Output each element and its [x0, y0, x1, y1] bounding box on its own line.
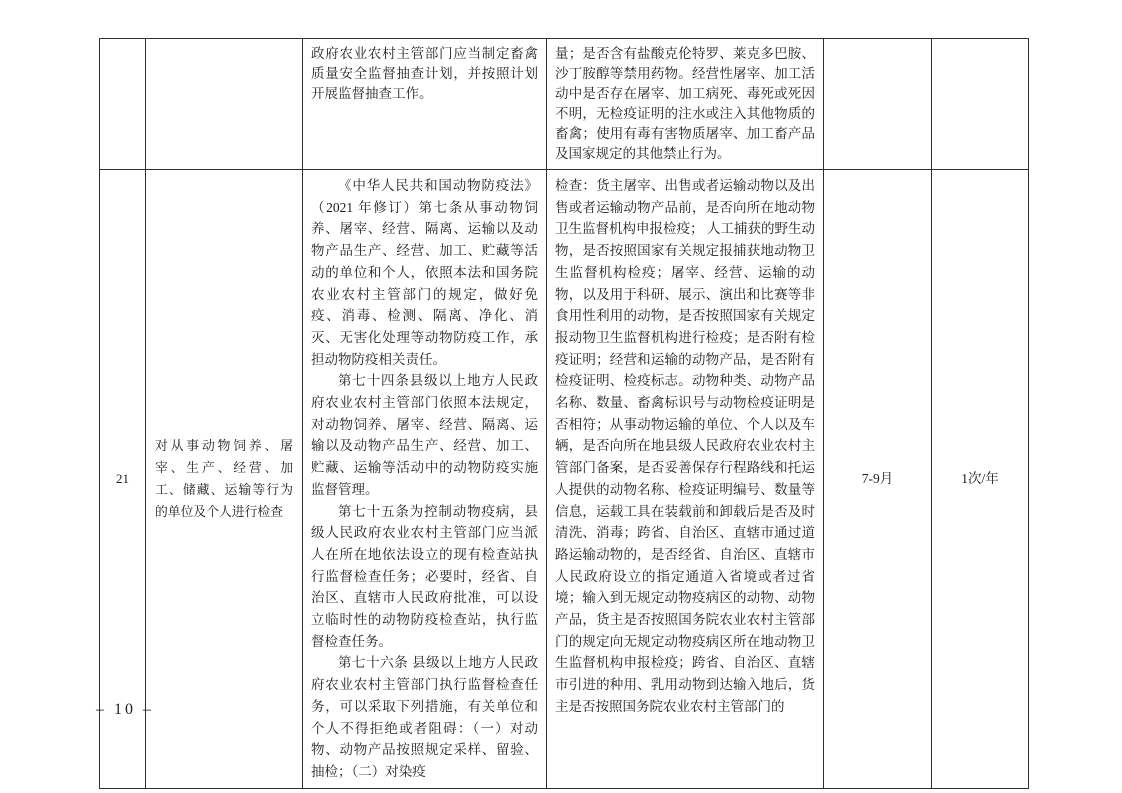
cell-legal-basis-21	[303, 170, 547, 789]
legal-basis-paragraph-3: 第七十五条为控制动物疫病，县级人民政府农业农村主管部门应当派人在所在地依法设立的现有检查站执行监督检查任务；必要时，经省、自治区、直辖市人民政府批准，可以设立临时性的动物防疫检查站，执行监督检查任务。	[311, 503, 538, 649]
table-row-item-21	[100, 170, 1029, 789]
cell-time-carryover	[824, 39, 932, 170]
inspection-content-carryover-text: 量；是否含有盐酸克伦特罗、莱克多巴胺、沙丁胺醇等禁用药物。经营性屠宰、加工活动中是否存在屠宰、加工病死、毒死或死因不明，无检疫证明的注水或注入其他物质的畜禽；使用有毒有害物质屠宰、加工畜产品及国家规定的其他禁止行为。	[555, 46, 815, 161]
cell-inspection-content-21	[547, 170, 824, 789]
cell-legal-basis-carryover	[303, 39, 547, 170]
page-number: – 10 –	[96, 701, 154, 718]
cell-inspection-content-carryover	[547, 39, 824, 170]
cell-frequency-carryover	[932, 39, 1029, 170]
legal-basis-carryover-text: 政府农业农村主管部门应当制定畜禽质量安全监督抽查计划，并按照计划开展监督抽查工作。	[311, 46, 538, 101]
inspection-items-table	[99, 38, 1029, 789]
cell-seq-21: 21	[100, 170, 146, 789]
cell-target-carryover	[146, 39, 303, 170]
table-row-carryover	[100, 39, 1029, 170]
cell-frequency-21: 1次/年	[932, 170, 1029, 789]
cell-seq-carryover	[100, 39, 146, 170]
legal-basis-paragraph-2: 第七十四条县级以上地方人民政府农业农村主管部门依照本法规定，对动物饲养、屠宰、经营、隔离、运输以及动物产品生产、经营、加工、贮藏、运输等活动中的动物防疫实施监督管理。	[311, 373, 538, 497]
cell-target-21: 对从事动物饲养、屠宰、生产、经营、加工、储藏、运输等行为的单位及个人进行检查	[146, 170, 303, 789]
legal-basis-paragraph-1: 《中华人民共和国动物防疫法》（2021 年修订）第七条从事动物饲养、屠宰、经营、隔离、运输以及动物产品生产、经营、加工、贮藏等活动的单位和个人，依照本法和国务院农业农村主管部门的规定，做好免疫、消毒、检测、隔离、净化、消灭、无害化处理等动物防疫工作，承担动物防疫相关责任。	[311, 178, 538, 367]
legal-basis-paragraph-4: 第七十六条 县级以上地方人民政府农业农村主管部门执行监督检查任务，可以采取下列措施，有关单位和个人不得拒绝或者阻碍：（一）对动物、动物产品按照规定采样、留验、抽检；（二）对染疫	[311, 655, 538, 779]
inspection-content-21-text: 检查：货主屠宰、出售或者运输动物以及出售或者运输动物产品前，是否向所在地动物卫生监督机构申报检疫； 人工捕获的野生动物，是否按照国家有关规定报捕获地动物卫生监督机构检疫；屠宰、经营、运输的动物，以及用于科研、展示、演出和比赛等非食用性利用的动物，是否按照国家有关规定报动物卫生监督机构进行检疫；是否附有检疫证明；经营和运输的动物产品，是否附有检疫证明、检疫标志。动物种类、动物产品名称、数量、畜禽标识号与动物检疫证明是否相符；从事动物运输的单位、个人以及车辆，是否向所在地县级人民政府农业农村主管部门备案，是否妥善保存行程路线和托运人提供的动物名称、检疫证明编号、数量等信息，运载工具在装载前和卸载后是否及时清洗、消毒；跨省、自治区、直辖市通过道路运输动物的，是否经省、自治区、直辖市人民政府设立的指定通道入省境或者过省境；输入到无规定动物疫病区的动物、动物产品，货主是否按照国务院农业农村主管部门的规定向无规定动物疫病区所在地动物卫生监督机构申报检疫；跨省、自治区、直辖市引进的种用、乳用动物到达输入地后，货主是否按照国务院农业农村主管部门的	[555, 178, 815, 714]
cell-time-21: 7-9月	[824, 170, 932, 789]
